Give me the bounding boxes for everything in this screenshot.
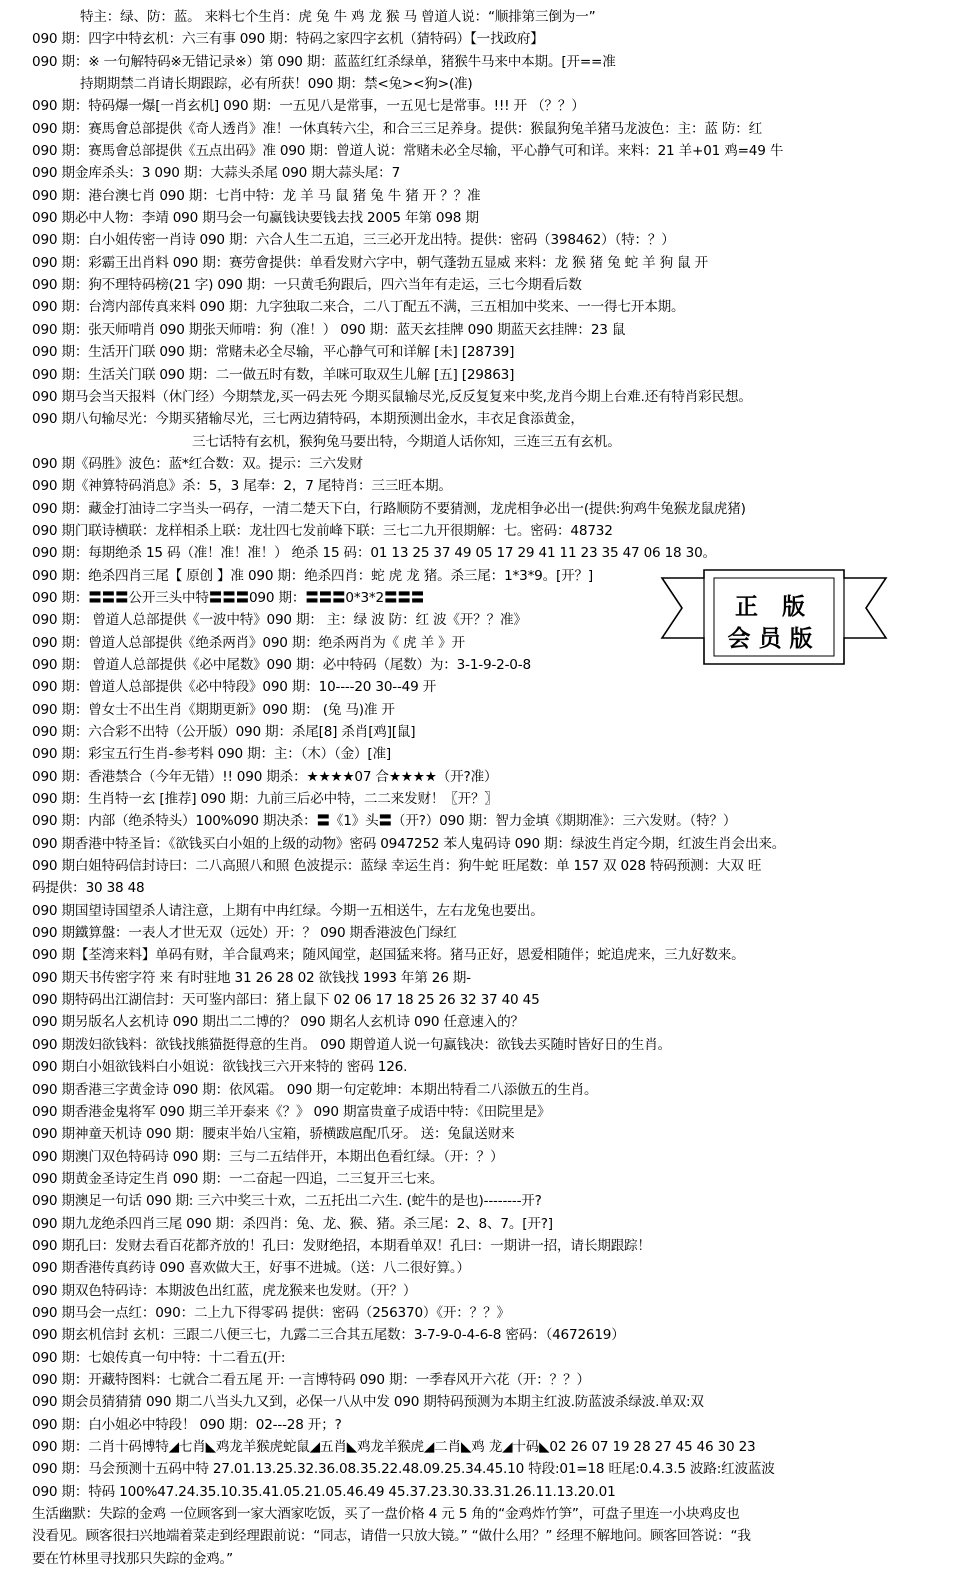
text-line: 090 期天书传密字符 来 有时驻地 31 26 28 02 欲钱找 1993 年第 26 期- <box>32 969 471 986</box>
text-line: 090 期必中人物：李靖 090 期马会一句赢钱诀要钱去找 2005 年第 098 期 <box>32 210 479 227</box>
text-line: 要在竹林里寻找那只失踪的金鸡。” <box>32 1550 233 1567</box>
text-line: 090 期国望诗国望杀人请注意，上期有中冉红绿。今期一五相送牛，左右龙兔也要出。 <box>32 902 544 919</box>
text-line: 090 期香港三字黄金诗 090 期：依风霜。 090 期一句定乾坤：本期出特看二八添倣五的生肖。 <box>32 1081 598 1098</box>
text-line: 090 期澳门双色特码诗 090 期：三与二五结伴开，本期出色看红绿。（开：？） <box>32 1148 504 1165</box>
text-line: 没看见。顾客很扫兴地端着菜走到经理跟前说：“同志，请借一只放大镜。” “做什么用？” 经理不解地问。顾客回答说：“我 <box>32 1528 751 1545</box>
text-line: 090 期泼妇欲钱料：欲钱找熊猫挺得意的生肖。 090 期曾道人说一句赢钱决：欲钱去买随时皆好日的生肖。 <box>32 1036 671 1053</box>
badge-line-2: 会员版 <box>727 625 821 652</box>
text-line: 090 期马会一点红：090：二上九下得零码 提供：密码（256370）《开：？？》 <box>32 1304 510 1321</box>
text-line: 090 期黄金圣诗定生肖 090 期：一二奋起一四追，二三复开三七来。 <box>32 1170 444 1187</box>
text-line: 090 期：狗不理特码榜(21 字) 090 期：一只黄毛狗跟后，四六当年有走运，三七今期看后数 <box>32 277 582 294</box>
text-line: 090 期澳足一句话 090 期: 三六中奖三十欢，二五托出二六生. (蛇牛的是也)--------开? <box>32 1193 542 1210</box>
text-line: 090 期孔曰：发财去看百花都齐放的！孔曰：发财绝招，本期看单双！孔曰：一期讲一招，请长期跟踪！ <box>32 1237 651 1254</box>
text-line: 090 期：张天师啃肖 090 期张天师啃：狗（准！） 090 期：蓝天玄挂牌 090 期蓝天玄挂牌：23 鼠 <box>32 321 626 338</box>
text-line: 090 期门联诗横联：龙样相杀上联：龙壮四七发前峰下联：三七二九开很期解：七。密码：48732 <box>32 522 613 539</box>
badge-line-1: 正 版 <box>734 593 813 620</box>
text-line: 码提供：30 38 48 <box>32 880 145 897</box>
text-line: 持期期禁二肖请长期跟踪，必有所获！090 期：禁<兔><狗>(准) <box>80 76 473 93</box>
text-line: 090 期《神算特码消息》杀：5，3 尾奉：2，7 尾特肖：三三旺本期。 <box>32 478 452 495</box>
text-line: 090 期：白小姐必中特段！ 090 期：02---28 开；? <box>32 1416 342 1433</box>
text-line: 090 期：白小姐传密一肖诗 090 期：六合人生二五追，三三必开龙出特。提供：密码（398462）（特：？） <box>32 232 675 249</box>
member-edition-badge <box>660 568 888 668</box>
text-line: 090 期：每期绝杀 15 码（准！准！准！） 绝杀 15 码：01 13 25 37 49 05 17 29 41 11 23 35 47 06 18 30。 <box>32 545 716 562</box>
text-line: 090 期香港中特圣旨：《欲钱买白小姐的上级的动物》密码 0947252 苯人鬼码诗 090 期：绿波生肖定今期，红波生肖会出来。 <box>32 835 786 852</box>
text-line: 090 期九龙绝杀四肖三尾 090 期：杀四肖：兔、龙、猴、猪。杀三尾：2、8、7。[开?] <box>32 1215 553 1232</box>
text-line: 特主：绿、防：蓝。 来料七个生肖：虎 兔 牛 鸡 龙 猴 马 曾道人说：“顺排第三倒为一” <box>80 9 596 25</box>
text-line: 090 期会员猜猜猜 090 期二八当头九又到，必保一八从中发 090 期特码预测为本期主红波.防蓝波杀绿波.单双:双 <box>32 1394 704 1411</box>
text-line: 090 期：内部（绝杀特头）100%090 期决杀：〓《1》头〓（开?）090 期：智力金填《期期准》：三六发财。（特？） <box>32 813 737 830</box>
text-line: 090 期：二肖十码博特◢七肖◣鸡龙羊猴虎蛇鼠◢五肖◣鸡龙羊猴虎◢二肖◣鸡 龙◢十码◣02 26 07 19 28 27 45 46 30 23 <box>32 1439 756 1455</box>
text-line: 090 期：六合彩不出特（公开版）090 期：杀尾[8] 杀肖[鸡][鼠] <box>32 724 416 740</box>
text-line: 090 期白小姐欲钱料白小姐说：欲钱找三六开来特的 密码 126. <box>32 1059 408 1076</box>
text-line: 090 期：四字中特玄机：六三有事 090 期：特码之家四字玄机（猜特码）【一找政府】 <box>32 31 544 48</box>
text-line: 090 期香港传真药诗 090 喜欢做大王，好事不进城。（送：八二很好算。） <box>32 1260 470 1277</box>
text-line: 生活幽默：失踪的金鸡 一位顾客到一家大酒家吃饭，买了一盘价格 4 元 5 角的“金鸡炸竹笋”，可盘子里连一小块鸡皮也 <box>32 1506 740 1523</box>
text-line: 090 期另版名人玄机诗 090 期出二二博的？ 090 期名人玄机诗 090 任意速入的？ <box>32 1014 524 1031</box>
text-line: 090 期：曾道人总部提供《绝杀两肖》090 期：绝杀两肖为《 虎 羊 》开 <box>32 634 465 651</box>
text-line: 090 期：彩宝五行生肖-参考料 090 期：主：（木）（金）[准] <box>32 746 392 763</box>
text-line: 090 期金库杀头：3 090 期：大蒜头杀尾 090 期大蒜头尾：7 <box>32 165 401 182</box>
text-line: 090 期：赛馬會总部提供《奇人透肖》准！一休真转六尘，和合三三足养身。提供：猴鼠狗兔羊猪马龙波色：主：蓝 防：红 <box>32 120 763 137</box>
text-line: 090 期：〓〓〓公开三头中特〓〓〓090 期：〓〓〓0*3*2〓〓〓 <box>32 589 425 606</box>
text-line: 090 期：生活开门联 090 期：常赌未必全尽输，平心静气可和详解 [未] [28739] <box>32 344 515 361</box>
text-line: 090 期：七娘传真一句中特：十二看五(开: <box>32 1349 286 1366</box>
text-line: 090 期特码出江湖信封：天可鉴内部曰：猪上鼠下 02 06 17 18 25 26 32 37 40 45 <box>32 992 540 1009</box>
text-line: 090 期：曾女士不出生肖《期期更新》090 期： (兔 马)准 开 <box>32 701 395 718</box>
text-line: 090 期：生肖特一玄 [推荐] 090 期：九前三后必中特，二二来发财！〖开？〗 <box>32 791 498 808</box>
text-line: 090 期马会当天报料（休门经）今期禁龙,买一码去死 今期买鼠输尽光,反反复复来中奖,龙肖今期上台难.还有特肖彩民想。 <box>32 388 752 405</box>
text-line: 090 期：港台澳七肖 090 期：七肖中特：龙 羊 马 鼠 猪 兔 牛 猪 开 ？？准 <box>32 187 481 204</box>
text-line: 三七话特有玄机，猴狗兔马要出特，今期道人话你知，三连三五有玄机。 <box>192 433 621 450</box>
text-line: 090 期香港金鬼将军 090 期三羊开泰来《？》 090 期富贵童子成语中特：《田院里是》 <box>32 1103 551 1120</box>
text-line: 090 期：生活关门联 090 期：二一做五时有数，羊咪可取双生儿解 [五] [29863] <box>32 366 515 383</box>
text-line: 090 期鐵算盤：一表人才世无双（远处）开：？ 090 期香港波色门绿红 <box>32 925 457 942</box>
text-line: 090 期：彩霸王出肖料 090 期：赛劳會提供：单看发财六字中，朝气蓬勃五显威 来料：龙 猴 猪 兔 蛇 羊 狗 鼠 开 <box>32 254 709 271</box>
text-line: 090 期白姐特码信封诗曰：二八高照八和照 色波提示：蓝绿 幸运生肖：狗牛蛇 旺尾数：单 157 双 028 特码预测：大双 旺 <box>32 858 762 875</box>
text-line: 090 期【荃湾来料】单码有财，羊合鼠鸡来；随风闻堂，赵国猛来将。猪马正好，恩爱相随伴；蛇追虎来，三九好数来。 <box>32 947 745 964</box>
text-line: 090 期：※ 一句解特码※无错记录※）第 090 期：蓝蓝红红杀绿单，猪猴牛马来中本期。[开==准 <box>32 53 616 70</box>
text-line: 090 期双色特码诗：本期波色出红蓝，虎龙猴来也发财。（开？） <box>32 1282 417 1299</box>
text-line: 090 期： 曾道人总部提供《一波中特》090 期： 主：绿 波 防：红 波《开？？准》 <box>32 612 527 629</box>
text-line: 090 期：特码 100%47.24.35.10.35.41.05.21.05.46.49 45.37.23.30.33.31.26.11.13.20.01 <box>32 1483 616 1500</box>
text-line: 090 期：绝杀四肖三尾【 原创 】准 090 期：绝杀四肖：蛇 虎 龙 猪。杀三尾：1*3*9。[开？] <box>32 567 594 584</box>
text-line: 090 期玄机信封 玄机：三跟二八便三七，九露二三合其五尾数：3-7-9-0-4-6-8 密码：（4672619） <box>32 1327 625 1344</box>
text-line: 090 期：藏金打油诗二字当头一码存，一清二楚天下白，行路顺防不要猜测，龙虎相争必出一(提供:狗鸡牛兔猴龙鼠虎猪) <box>32 500 746 517</box>
text-line: 090 期：赛馬會总部提供《五点出码》准 090 期：曾道人说：常赌未必全尽输，平心静气可和详。来料：21 羊+01 鸡=49 牛 <box>32 143 784 160</box>
text-line: 090 期神童天机诗 090 期：腰束半始八宝箱，骄横跋扈配爪牙。 送：兔鼠送财来 <box>32 1126 515 1143</box>
text-line: 090 期《码胜》波色：蓝*红合数：双。提示：三六发财 <box>32 455 363 472</box>
text-lines <box>32 6 932 1570</box>
text-line: 090 期：曾道人总部提供《必中特段》090 期：10----20 30--49 开 <box>32 679 437 696</box>
text-line: 090 期：台湾内部传真来料 090 期：九字独取二来合，二八丁配五不满，三五相加中奖来、一一得七开本期。 <box>32 299 685 316</box>
text-line: 090 期：开藏特图料：七就合二看五尾 开: 一言博特码 090 期：一季春风开六花（开：？？） <box>32 1371 590 1388</box>
text-line: 090 期：马会预测十五码中特 27.01.13.25.32.36.08.35.22.48.09.25.34.45.10 特段:01=18 旺尾:0.4.3.5 波路:红波蓝波 <box>32 1461 775 1478</box>
text-line: 090 期： 曾道人总部提供《必中尾数》090 期：必中特码（尾数）为：3-1-9-2-0-8 <box>32 656 531 673</box>
text-line: 090 期八句输尽光：今期买猪输尽光，三七两边猜特码，本期预测出金水，丰衣足食添黄金， <box>32 411 584 428</box>
text-line: 090 期：特码爆一爆[一肖玄机] 090 期：一五见八是常事，一五见七是常事。!!! 开 （？？） <box>32 98 585 115</box>
text-line: 090 期：香港禁合（今年无错）!! 090 期杀：★★★★07 合★★★★（开?准） <box>32 768 498 785</box>
